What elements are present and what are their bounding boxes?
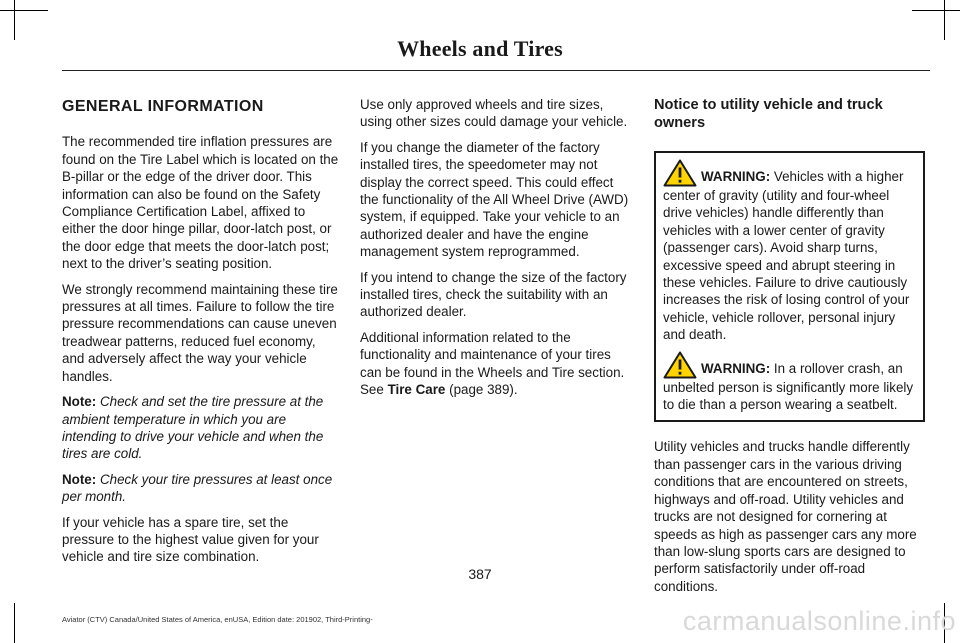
paragraph: The recommended tire inflation pressures are found on the Tire Label which is located on the B-pillar or the edge of the driver door. This information can also be found on the Safety Compliance Certification Label, affixed to either the door hinge pillar, door-latch post, or the door edge that meets the door-latch post; next to the driver’s seating position. xyxy=(62,134,339,272)
warning-label: WARNING: xyxy=(701,360,771,376)
warning-label: WARNING: xyxy=(701,169,771,184)
section-heading: GENERAL INFORMATION xyxy=(62,98,264,115)
paragraph: Use only approved wheels and tire sizes, using other sizes could damage your vehicle. xyxy=(360,97,628,130)
warning-triangle-icon xyxy=(663,351,697,379)
note-text: Check and set the tire pressure at the ambient temperature in which you are intending to drive your vehicle and when the tires are cold. xyxy=(62,394,324,462)
note-label: Note: xyxy=(62,471,97,487)
watermark: carmanualsonline.info xyxy=(682,606,956,636)
note-label: Note: xyxy=(62,394,97,410)
paragraph xyxy=(360,329,633,399)
cross-reference-link[interactable]: Tire Care xyxy=(387,382,446,398)
page-reference: (page 389). xyxy=(449,382,518,398)
header-divider xyxy=(62,70,930,71)
paragraph: Utility vehicles and trucks handle differently than passenger cars in the various driving conditions that are encountered on streets, highways and off-road. Utility vehicles and trucks are not designed for cornering at speeds as high as passenger cars any more than low-slung sports cars are designed to perform satisfactorily under off-road conditions. xyxy=(654,439,917,594)
paragraph: If you intend to change the size of the factory installed tires, check the suitability with an authorized dealer. xyxy=(360,269,627,320)
note-text: Check your tire pressures at least once per month. xyxy=(62,471,333,505)
paragraph: We strongly recommend maintaining these tire pressures at all times. Failure to follow the tire pressure recommendations can cause uneven treadwear patterns, reduced fuel economy, and adversely affect the way your vehicle handles. xyxy=(62,281,338,384)
column-middle xyxy=(360,96,633,407)
column-left xyxy=(62,96,339,574)
note xyxy=(62,471,339,506)
page-header-title: Wheels and Tires xyxy=(397,36,563,61)
column-right xyxy=(654,96,925,603)
warning-box xyxy=(654,151,925,422)
note xyxy=(62,393,339,463)
footer-edition-info: Aviator (CTV) Canada/United States of America, enUSA, Edition date: 201902, Third-Printing- xyxy=(62,615,373,624)
warning xyxy=(663,159,919,344)
crop-mark xyxy=(14,603,15,643)
warning xyxy=(663,351,919,414)
crop-mark xyxy=(944,0,945,40)
warning-triangle-icon xyxy=(663,159,697,187)
crop-mark xyxy=(0,10,48,11)
page-number: 387 xyxy=(468,566,492,582)
paragraph-text: Additional information related to the functionality and maintenance of your tires can be found in the Wheels and Tire section. See xyxy=(360,329,625,398)
paragraph: If you change the diameter of the factory installed tires, the speedometer may not display the correct speed. This could effect the functionality of the All Wheel Drive (AWD) system, if equipped. Take your vehicle to an authorized dealer and have the engine management system reprogrammed. xyxy=(360,139,629,260)
subsection-heading: Notice to utility vehicle and truck owners xyxy=(654,97,883,131)
crop-mark xyxy=(912,10,960,11)
warning-text: Vehicles with a higher center of gravity (utility and four-wheel drive vehicles) handle differently than vehicles with a lower center of gravity (passenger cars). Avoid sharp turns, excessive speed and abrupt steering in these vehicles. Failure to drive cautiously increases the risk of losing control of your vehicle, vehicle rollover, personal injury and death. xyxy=(663,169,910,343)
paragraph: If your vehicle has a spare tire, set the pressure to the highest value given for your vehicle and tire size combination. xyxy=(62,514,319,565)
warning-text: In a rollover crash, an unbelted person is significantly more likely to die than a person wearing a seatbelt. xyxy=(663,360,914,413)
crop-mark xyxy=(14,0,15,40)
